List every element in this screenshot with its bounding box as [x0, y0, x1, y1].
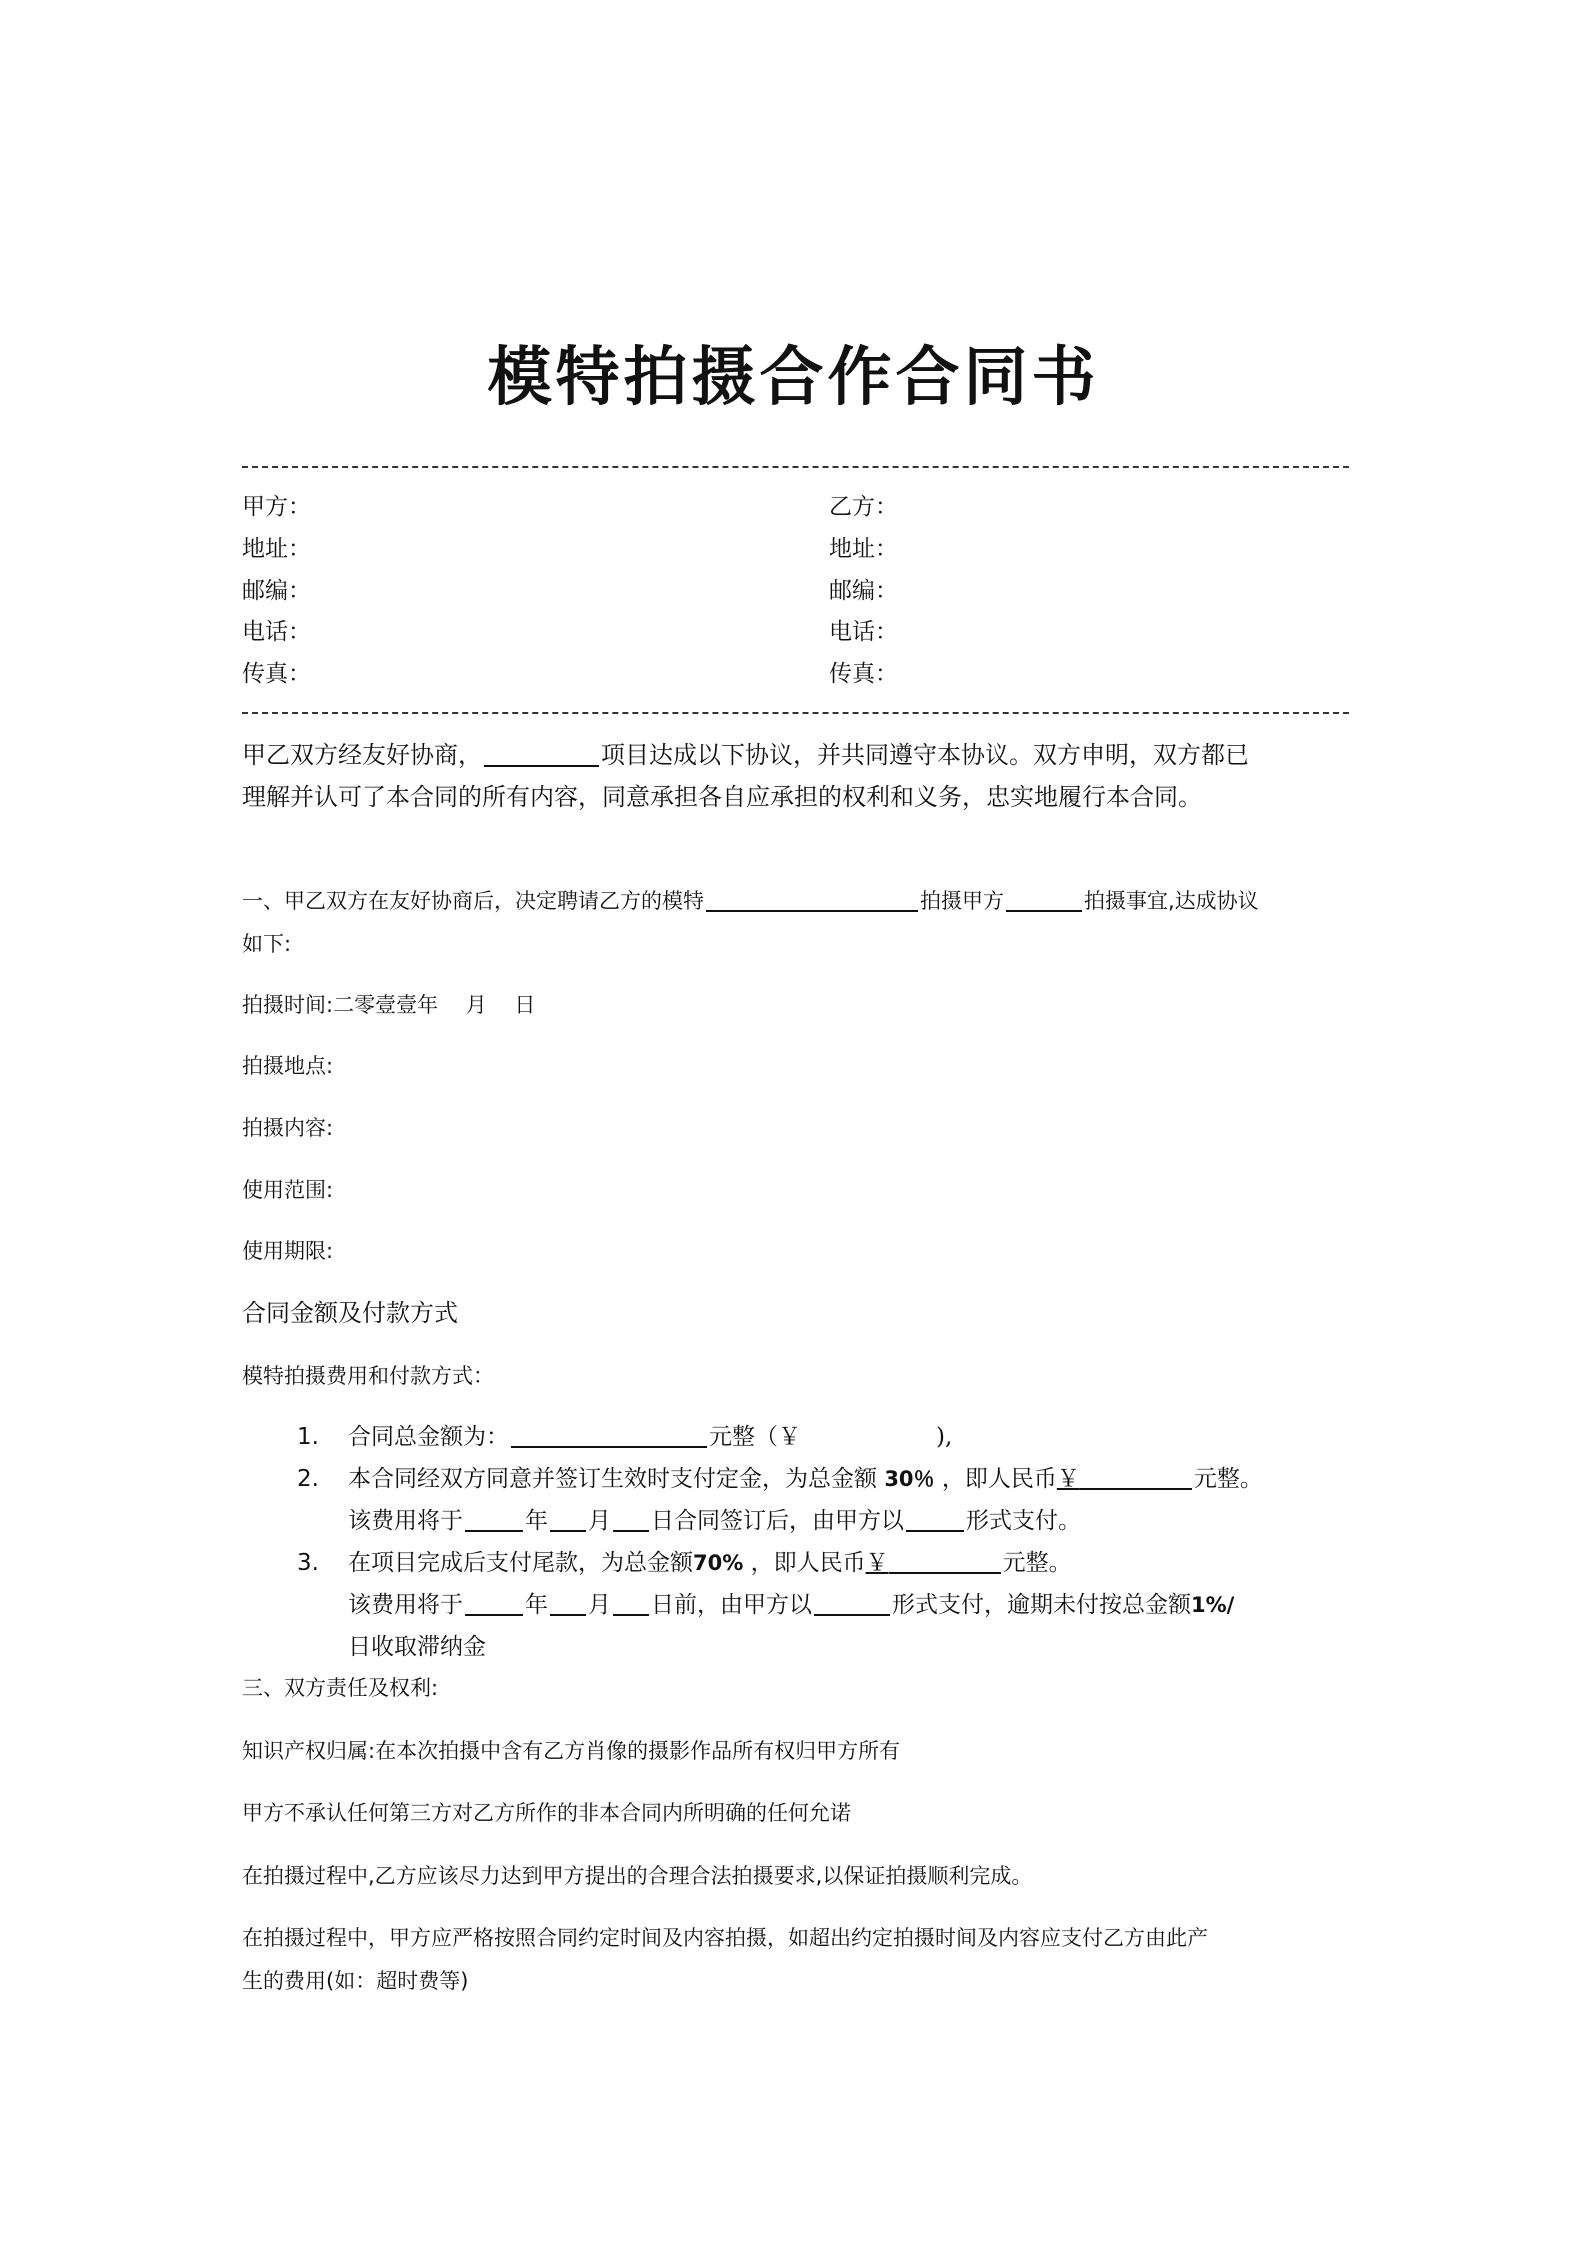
party-b-postcode-label: 邮编： — [829, 578, 898, 604]
item-2-l2-text-a: 该费用将于 — [348, 1508, 463, 1534]
usage-scope-field: 使用范围: — [242, 1178, 334, 1202]
party-b-phone-label: 电话： — [829, 619, 898, 645]
section-3-paragraph-1: 知识产权归属:在本次拍摄中含有乙方肖像的摄影作品所有权归甲方所有 — [242, 1739, 901, 1763]
section-1-line-1 — [242, 886, 1259, 916]
item-2-text-b: ，即人民币 — [941, 1466, 1057, 1492]
section-3-paragraph-4-line-2: 生的费用(如：超时费等) — [242, 1969, 469, 1993]
section-3-paragraph-3: 在拍摄过程中,乙方应该尽力达到甲方提出的合理合法拍摄要求,以保证拍摄顺利完成。 — [242, 1864, 1033, 1888]
section-1-text-a: 一、甲乙双方在友好协商后，决定聘请乙方的模特 — [242, 889, 704, 913]
item-1-text-c: ), — [936, 1424, 953, 1450]
item-3-text-c: 元整。 — [1002, 1550, 1072, 1576]
project-name-blank — [484, 741, 599, 767]
balance-month-blank — [550, 1590, 586, 1616]
item-2-line-1 — [348, 1464, 1263, 1494]
section-3-heading: 三、双方责任及权利: — [242, 1676, 439, 1700]
balance-year-blank — [465, 1590, 523, 1616]
item-3-line-2 — [348, 1590, 1234, 1620]
party-b-name-label: 乙方： — [829, 494, 898, 520]
party-b-fax-label: 传真： — [829, 661, 898, 687]
party-a-postcode-label: 邮编： — [242, 578, 311, 604]
deposit-day-blank — [613, 1506, 649, 1532]
intro-line-1 — [242, 740, 1249, 770]
item-3-line-1 — [348, 1548, 1072, 1578]
item-3-text-b: ，即人民币 — [750, 1550, 866, 1576]
item-2-text-c: 元整。 — [1193, 1466, 1263, 1492]
deposit-percent: 30％ — [884, 1467, 935, 1491]
balance-yen-sign: ￥ — [865, 1550, 889, 1576]
deposit-month-blank — [550, 1506, 586, 1532]
item-2-text-a: 本合同经双方同意并签订生效时支付定金，为总金额 — [348, 1466, 877, 1492]
section-3-paragraph-2: 甲方不承认任何第三方对乙方所作的非本合同内所明确的任何允诺 — [242, 1801, 851, 1825]
section-1-text-c: 拍摄事宜,达成协议 — [1084, 889, 1259, 913]
item-3-line-3: 日收取滞纳金 — [348, 1634, 486, 1660]
section-3-paragraph-4-line-1: 在拍摄过程中，甲方应严格按照合同约定时间及内容拍摄，如超出约定拍摄时间及内容应支付乙方由此产 — [242, 1926, 1208, 1950]
dashed-divider-top — [242, 466, 1349, 468]
balance-method-blank — [814, 1590, 890, 1616]
item-1-number: 1. — [297, 1424, 319, 1450]
item-2-l2-text-c: 月 — [588, 1508, 611, 1534]
item-2-l2-text-b: 年 — [525, 1508, 548, 1534]
item-3-l2-text-d: 日前，由甲方以 — [651, 1592, 812, 1618]
section-1-line-2: 如下: — [242, 932, 292, 956]
balance-day-blank — [613, 1590, 649, 1616]
deposit-method-blank — [906, 1506, 964, 1532]
item-2-l2-text-e: 形式支付。 — [966, 1508, 1081, 1534]
item-3-l2-text-c: 月 — [588, 1592, 611, 1618]
party-a-fax-label: 传真： — [242, 661, 311, 687]
item-3-number: 3. — [297, 1550, 319, 1576]
party-a-phone-label: 电话： — [242, 619, 311, 645]
dashed-divider-bottom — [242, 712, 1349, 714]
total-amount-blank — [511, 1422, 707, 1448]
intro-text-a: 甲乙双方经友好协商， — [242, 741, 482, 769]
shoot-place-field: 拍摄地点: — [242, 1054, 334, 1078]
usage-period-field: 使用期限: — [242, 1239, 334, 1263]
intro-line-2: 理解并认可了本合同的所有内容，同意承担各自应承担的权利和义务，忠实地履行本合同。 — [242, 783, 1202, 811]
item-2-line-2 — [348, 1506, 1081, 1536]
item-3-l2-text-b: 年 — [525, 1592, 548, 1618]
balance-percent: 70% — [693, 1551, 744, 1575]
balance-amount-blank — [889, 1548, 1001, 1574]
item-3-l2-text-a: 该费用将于 — [348, 1592, 463, 1618]
deposit-year-blank — [465, 1506, 523, 1532]
shoot-content-field: 拍摄内容: — [242, 1116, 334, 1140]
section-1-text-b: 拍摄甲方 — [920, 889, 1004, 913]
late-fee-rate: 1%/ — [1191, 1593, 1235, 1617]
deposit-yen-sign: ￥ — [1056, 1466, 1080, 1492]
deposit-amount-blank — [1080, 1464, 1192, 1490]
fee-heading: 模特拍摄费用和付款方式： — [242, 1364, 494, 1388]
item-1-text-a: 合同总金额为： — [348, 1424, 509, 1450]
item-3-l2-text-e: 形式支付，逾期未付按总金额 — [892, 1592, 1191, 1618]
item-1-line — [348, 1422, 952, 1452]
item-2-number: 2. — [297, 1466, 319, 1492]
amount-heading: 合同金额及付款方式 — [242, 1299, 458, 1327]
item-1-text-b: 元整（￥ — [709, 1424, 801, 1450]
item-2-l2-text-d: 日合同签订后，由甲方以 — [651, 1508, 904, 1534]
item-3-text-a: 在项目完成后支付尾款，为总金额 — [348, 1550, 693, 1576]
shoot-subject-blank — [1006, 886, 1082, 912]
party-a-name-label: 甲方： — [242, 494, 311, 520]
shoot-time-field: 拍摄时间:二零壹壹年 月 日 — [242, 993, 536, 1017]
document-title: 模特拍摄合作合同书 — [487, 341, 1100, 415]
party-a-address-label: 地址： — [242, 536, 311, 562]
intro-text-b: 项目达成以下协议，并共同遵守本协议。双方申明，双方都已 — [601, 741, 1249, 769]
party-b-address-label: 地址： — [829, 536, 898, 562]
model-name-blank — [706, 886, 918, 912]
